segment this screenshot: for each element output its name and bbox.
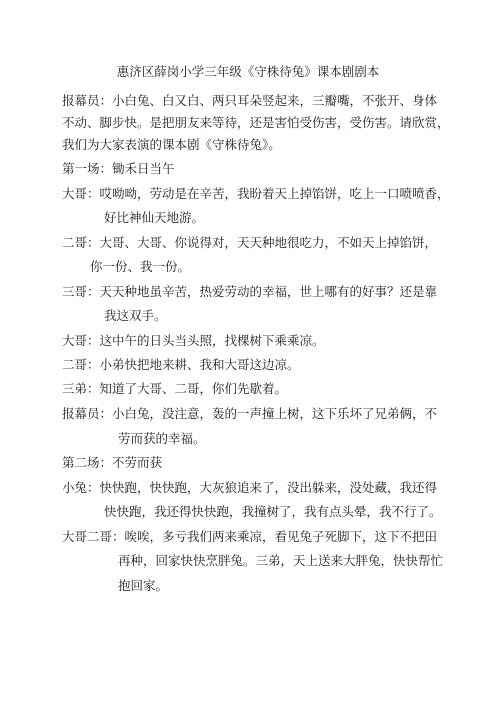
text-line: 再种，回家快快烹胖兔。三弟，天上送来大胖兔，快快帮忙 — [118, 553, 444, 568]
text-line: 大哥：这中午的日头当头照，找棵树下乘乘凉。 — [62, 333, 325, 348]
scene-heading: 第一场：锄禾日当午 — [62, 161, 175, 176]
text-line: 劳而获的幸福。 — [118, 431, 206, 446]
text-line: 二哥：小弟快把地来耕、我和大哥这边凉。 — [62, 357, 300, 372]
document-title: 惠济区薛岗小学三年级《守株待兔》课本剧剧本 — [116, 64, 380, 79]
text-line: 大哥二哥：唉唉，多亏我们两来乘凉，看见兔子死脚下，这下不把田 — [62, 529, 438, 544]
text-line: 抱回家。 — [118, 578, 169, 593]
text-line: 我们为大家表演的课本剧《守株待兔》。 — [62, 137, 281, 152]
text-line: 二哥：大哥、大哥、你说得对，天天种地很吃力，不如天上掉馅饼， — [62, 235, 438, 250]
text-line: 三哥：天天种地虽辛苦，热爱劳动的幸福，世上哪有的好事？还是靠 — [62, 284, 438, 299]
text-line: 你一份、我一份。 — [90, 259, 191, 274]
text-line: 不动、脚步快。是把朋友来等待，还是害怕受伤害，受伤害。请欣赏， — [62, 115, 450, 130]
text-line: 快快跑，我还得快快跑，我撞树了，我有点头晕，我不行了。 — [104, 504, 442, 519]
text-line: 大哥：哎呦呦，劳动是在辛苦，我盼着天上掉馅饼，吃上一口喷喷香， — [62, 186, 450, 201]
text-line: 我这双手。 — [104, 308, 167, 323]
text-line: 好比神仙天地游。 — [104, 210, 205, 225]
text-line: 报幕员：小白兔，没注意，轰的一声撞上树，这下乐坏了兄弟俩，不 — [62, 406, 438, 421]
text-line: 三弟：知道了大哥、二哥，你们先歇着。 — [62, 381, 288, 396]
text-line: 报幕员：小白兔、白又白、两只耳朵竖起来，三瓣嘴，不张开、身体 — [62, 93, 438, 108]
text-line: 小兔：快快跑，快快跑，大灰狼追来了，没出躲来，没处藏，我还得 — [62, 480, 438, 495]
scene-heading: 第二场：不劳而获 — [62, 455, 163, 470]
